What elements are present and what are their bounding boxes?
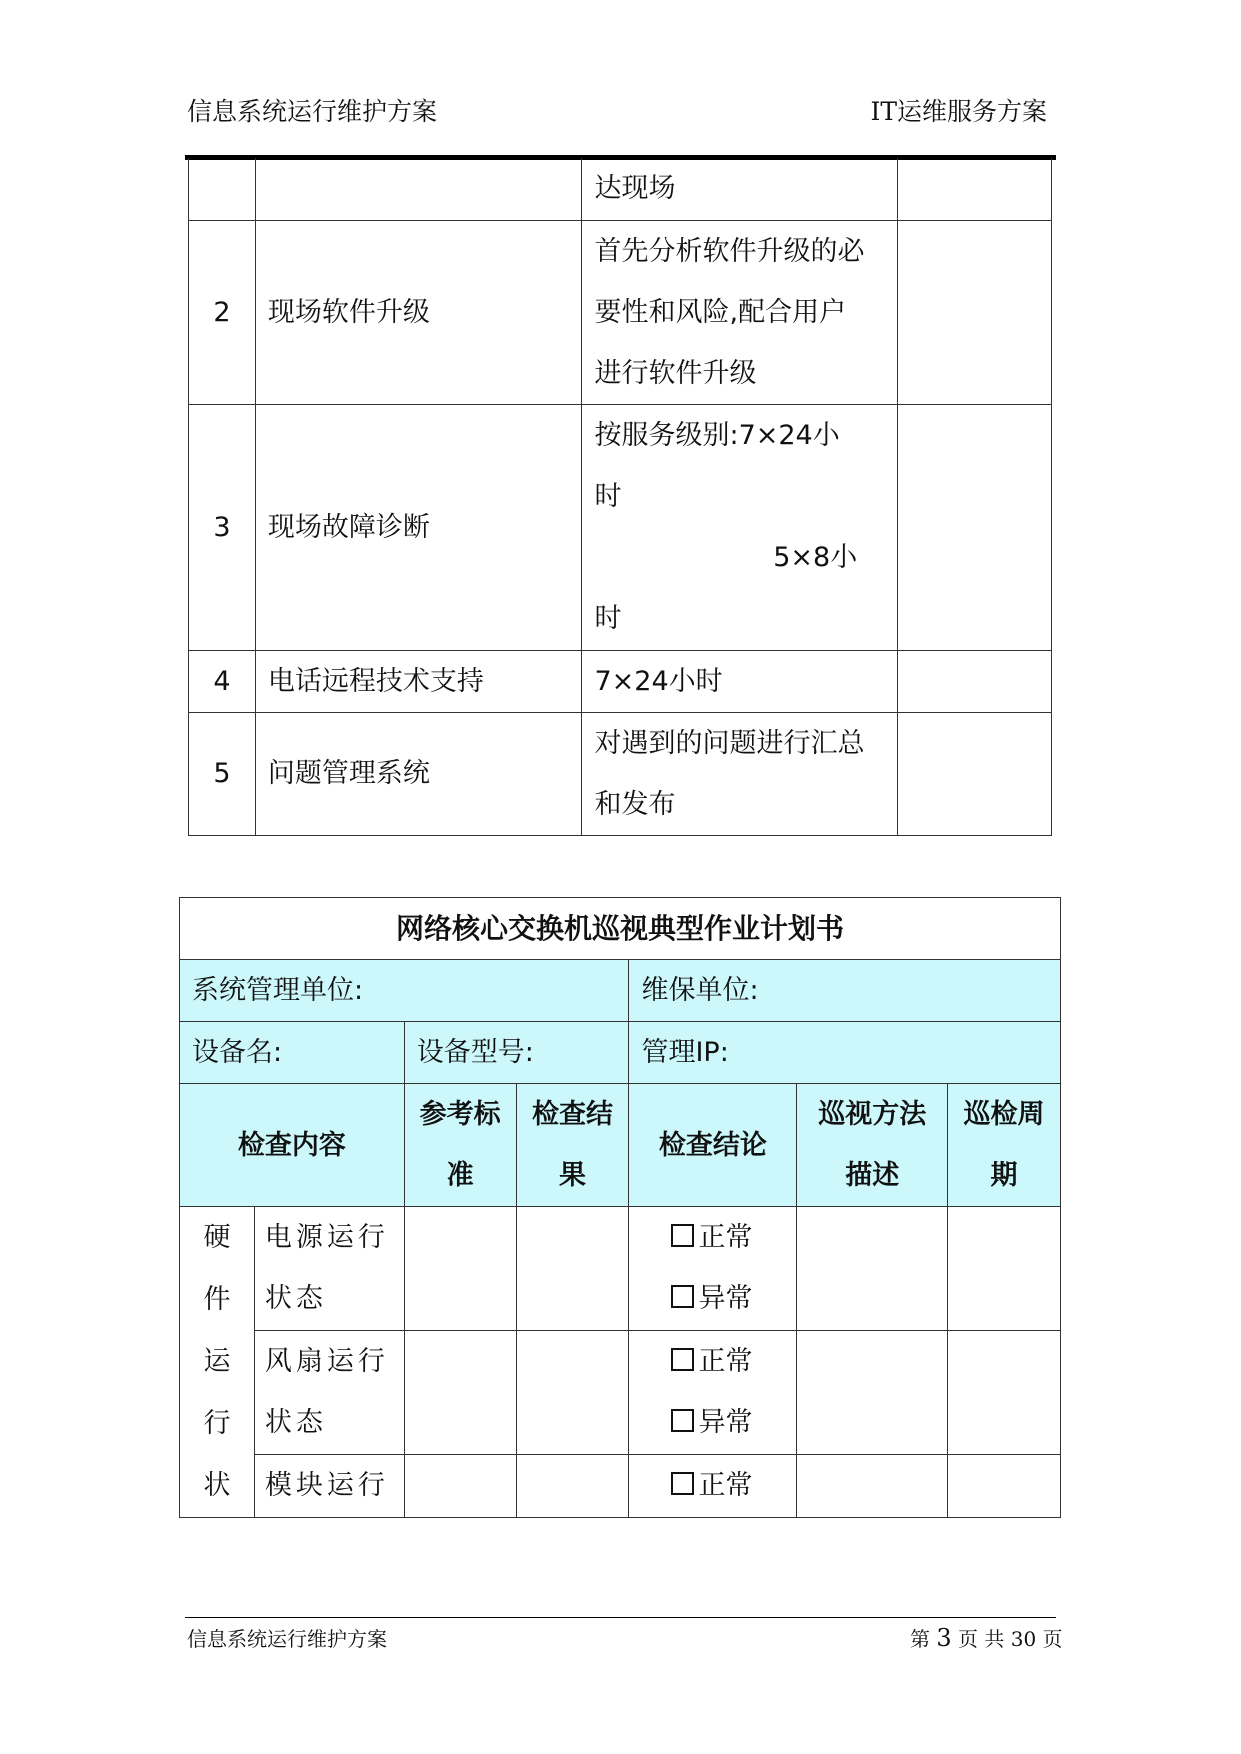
ref-standard-cell[interactable] [404, 1331, 516, 1455]
device-model-field[interactable]: 设备型号: [404, 1022, 629, 1084]
service-desc: 首先分析软件升级的必 要性和风险,配合用户 进行软件升级 [582, 220, 898, 404]
service-item [255, 158, 582, 220]
ref-standard-cell[interactable] [404, 1455, 516, 1518]
service-item: 现场故障诊断 [255, 404, 582, 650]
mgmt-unit-field[interactable]: 系统管理单位: [180, 960, 629, 1022]
table-row [180, 1331, 1061, 1455]
col-conclusion: 检查结论 [629, 1084, 797, 1207]
method-cell[interactable] [797, 1207, 948, 1331]
col-method: 巡视方法 描述 [797, 1084, 948, 1207]
conclusion-cell [629, 1207, 797, 1331]
checkbox-abnormal[interactable]: 异常 [671, 1392, 796, 1453]
result-cell[interactable] [516, 1331, 629, 1455]
check-item: 模块运行 [254, 1455, 404, 1518]
service-desc: 对遇到的问题进行汇总 和发布 [582, 712, 898, 835]
maint-unit-field[interactable]: 维保单位: [629, 960, 1061, 1022]
title-row [180, 898, 1061, 960]
inspection-plan-table [179, 897, 1061, 1518]
table-row [180, 1207, 1061, 1331]
service-desc: 7×24小时 [582, 650, 898, 712]
category-cell: 硬 件 运 行 状 [180, 1207, 255, 1518]
service-item: 电话远程技术支持 [255, 650, 582, 712]
row-number: 5 [189, 712, 256, 835]
checkbox-normal[interactable]: 正常 [671, 1455, 796, 1516]
row-number: 3 [189, 404, 256, 650]
cycle-cell[interactable] [948, 1331, 1061, 1455]
row-number [189, 158, 256, 220]
table-row [189, 712, 1052, 835]
method-cell[interactable] [797, 1331, 948, 1455]
page-number: 第 3 页 共 30 页 [910, 1624, 1063, 1652]
result-cell[interactable] [516, 1207, 629, 1331]
cycle-cell[interactable] [948, 1455, 1061, 1518]
result-cell[interactable] [516, 1455, 629, 1518]
table-row [189, 650, 1052, 712]
service-note [898, 220, 1052, 404]
method-cell[interactable] [797, 1455, 948, 1518]
service-table [188, 158, 1052, 836]
table-row [189, 220, 1052, 404]
footer-left-title: 信息系统运行维护方案 [187, 1627, 387, 1651]
col-check-content: 检查内容 [180, 1084, 405, 1207]
service-note [898, 404, 1052, 650]
service-desc: 达现场 [582, 158, 898, 220]
col-ref-standard: 参考标 准 [404, 1084, 516, 1207]
service-note [898, 158, 1052, 220]
service-note [898, 650, 1052, 712]
row-number: 2 [189, 220, 256, 404]
unit-row [180, 960, 1061, 1022]
col-check-result: 检查结 果 [516, 1084, 629, 1207]
mgmt-ip-field[interactable]: 管理IP: [629, 1022, 1061, 1084]
device-name-field[interactable]: 设备名: [180, 1022, 405, 1084]
ref-standard-cell[interactable] [404, 1207, 516, 1331]
check-item: 电源运行 状态 [254, 1207, 404, 1331]
header-left-title: 信息系统运行维护方案 [187, 97, 438, 126]
check-item: 风扇运行 状态 [254, 1331, 404, 1455]
service-item: 现场软件升级 [255, 220, 582, 404]
row-number: 4 [189, 650, 256, 712]
conclusion-cell [629, 1455, 797, 1518]
cycle-cell[interactable] [948, 1207, 1061, 1331]
service-desc: 按服务级别:7×24小 时 5×8小 时 [582, 404, 898, 650]
col-cycle: 巡检周 期 [948, 1084, 1061, 1207]
conclusion-cell [629, 1331, 797, 1455]
service-note [898, 712, 1052, 835]
column-header-row [180, 1084, 1061, 1207]
table-row [189, 158, 1052, 220]
header-right-title: IT运维服务方案 [870, 97, 1047, 126]
service-item: 问题管理系统 [255, 712, 582, 835]
footer-rule [185, 1617, 1056, 1618]
plan-title: 网络核心交换机巡视典型作业计划书 [180, 898, 1061, 960]
checkbox-abnormal[interactable]: 异常 [671, 1268, 796, 1329]
checkbox-normal[interactable]: 正常 [671, 1207, 796, 1268]
table-row [180, 1455, 1061, 1518]
table-row [189, 404, 1052, 650]
checkbox-normal[interactable]: 正常 [671, 1331, 796, 1392]
device-row [180, 1022, 1061, 1084]
